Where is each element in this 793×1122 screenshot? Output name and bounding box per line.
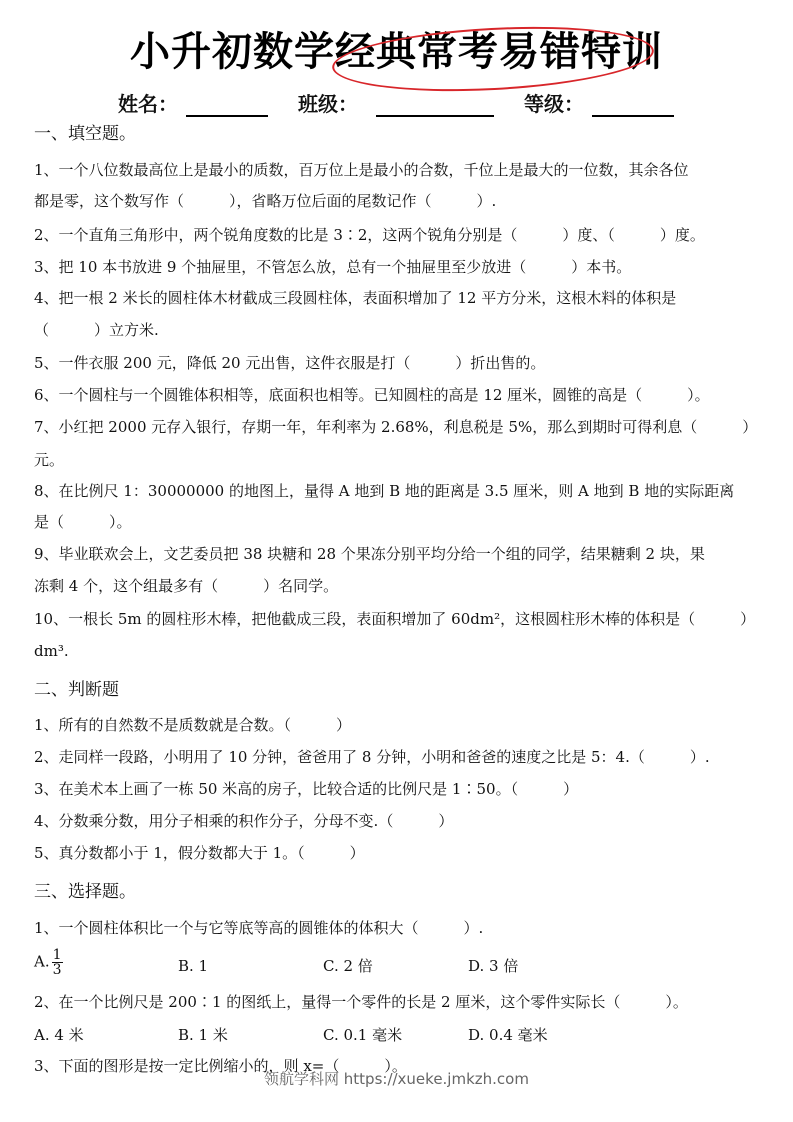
fill-line: 9、毕业联欢会上，文艺委员把 38 块糖和 28 个果冻分别平均分给一个组的同学，结果糖剩 2 块，果 (34, 545, 705, 563)
name-label: 姓名： (118, 92, 178, 116)
judge-line: 1、所有的自然数不是质数就是合数。（ ） (34, 716, 352, 734)
fill-line: 2、一个直角三角形中，两个锐角度数的比是 3∶2，这两个锐角分别是（ ）度、（ ）度。 (34, 226, 705, 244)
choice-1-option-a (34, 948, 63, 977)
watermark: 领航学科网 https://xueke.jmkzh.com (264, 1070, 529, 1088)
fraction (52, 948, 63, 977)
choice-2-option-b: B. 1 米 (178, 1026, 228, 1044)
page-title: 小升初数学经典常考易错特训 (130, 29, 663, 75)
grade-field (524, 88, 674, 117)
class-blank (376, 93, 494, 117)
choice-question-1: 1、一个圆柱体积比一个与它等底等高的圆锥体的体积大（ ）. (34, 919, 484, 937)
choice-2-option-d: D. 0.4 毫米 (468, 1026, 548, 1044)
fill-line: 6、一个圆柱与一个圆锥体积相等，底面积也相等。已知圆柱的高是 12 厘米，圆锥的高是（ ）。 (34, 386, 710, 404)
fill-line: 3、把 10 本书放进 9 个抽屉里，不管怎么放，总有一个抽屉里至少放进（ ）本书。 (34, 258, 632, 276)
choice-2-option-c: C. 0.1 毫米 (323, 1026, 403, 1044)
judge-line: 5、真分数都小于 1，假分数都大于 1。（ ） (34, 844, 365, 862)
section-fill-heading: 一、填空题。 (34, 124, 136, 144)
fill-line: 5、一件衣服 200 元，降低 20 元出售，这件衣服是打（ ）折出售的。 (34, 354, 546, 372)
judge-line: 3、在美术本上画了一栋 50 米高的房子，比较合适的比例尺是 1∶50。（ ） (34, 780, 579, 798)
fill-line: 是（ ）。 (34, 513, 132, 531)
fill-line: dm³. (34, 642, 69, 660)
section-choice-heading: 三、选择题。 (34, 882, 136, 902)
fill-line: 都是零，这个数写作（ ），省略万位后面的尾数记作（ ）. (34, 192, 497, 210)
student-info-row (0, 88, 793, 118)
judge-line: 4、分数乘分数，用分子相乘的积作分子，分母不变.（ ） (34, 812, 454, 830)
fraction-numerator: 1 (52, 947, 62, 963)
title-block (0, 22, 793, 82)
judge-line: 2、走同样一段路，小明用了 10 分钟，爸爸用了 8 分钟，小明和爸爸的速度之比是 5：4.（ ）. (34, 748, 710, 766)
choice-question-3: 3、下面的图形是按一定比例缩小的，则 x=（ ）。 (34, 1057, 407, 1075)
choice-question-2: 2、在一个比例尺是 200∶1 的图纸上，量得一个零件的长是 2 厘米，这个零件实际长（ ）。 (34, 993, 688, 1011)
name-blank (186, 93, 268, 117)
name-field (118, 88, 268, 117)
fill-line: 4、把一根 2 米长的圆柱体木材截成三段圆柱体，表面积增加了 12 平方分米，这根木料的体积是 (34, 289, 677, 307)
choice-1-option-d: D. 3 倍 (468, 957, 519, 975)
fill-line: 元。 (34, 451, 65, 469)
choice-2-option-a: A. 4 米 (34, 1026, 84, 1044)
grade-blank (592, 93, 674, 117)
section-judge-heading: 二、判断题 (34, 680, 119, 700)
fill-line: 1、一个八位数最高位上是最小的质数，百万位上是最小的合数，千位上是最大的一位数，其余各位 (34, 161, 689, 179)
fill-line: 10、一根长 5m 的圆柱形木棒，把他截成三段，表面积增加了 60dm²，这根圆柱形木棒的体积是（ ） (34, 610, 756, 628)
fill-line: 冻剩 4 个，这个组最多有（ ）名同学。 (34, 577, 339, 595)
fill-line: （ ）立方米. (34, 321, 159, 339)
class-field (298, 88, 494, 117)
grade-label: 等级： (524, 92, 584, 116)
option-a-prefix: A. (34, 952, 50, 971)
fraction-denominator: 3 (52, 962, 62, 978)
choice-1-option-c: C. 2 倍 (323, 957, 373, 975)
fill-line: 7、小红把 2000 元存入银行，存期一年，年利率为 2.68%，利息税是 5%，那么到期时可得利息（ ） (34, 418, 758, 436)
class-label: 班级： (298, 92, 358, 116)
fill-line: 8、在比例尺 1：30000000 的地图上，量得 A 地到 B 地的距离是 3.5 厘米，则 A 地到 B 地的实际距离 (34, 482, 735, 500)
choice-1-option-b: B. 1 (178, 957, 209, 975)
